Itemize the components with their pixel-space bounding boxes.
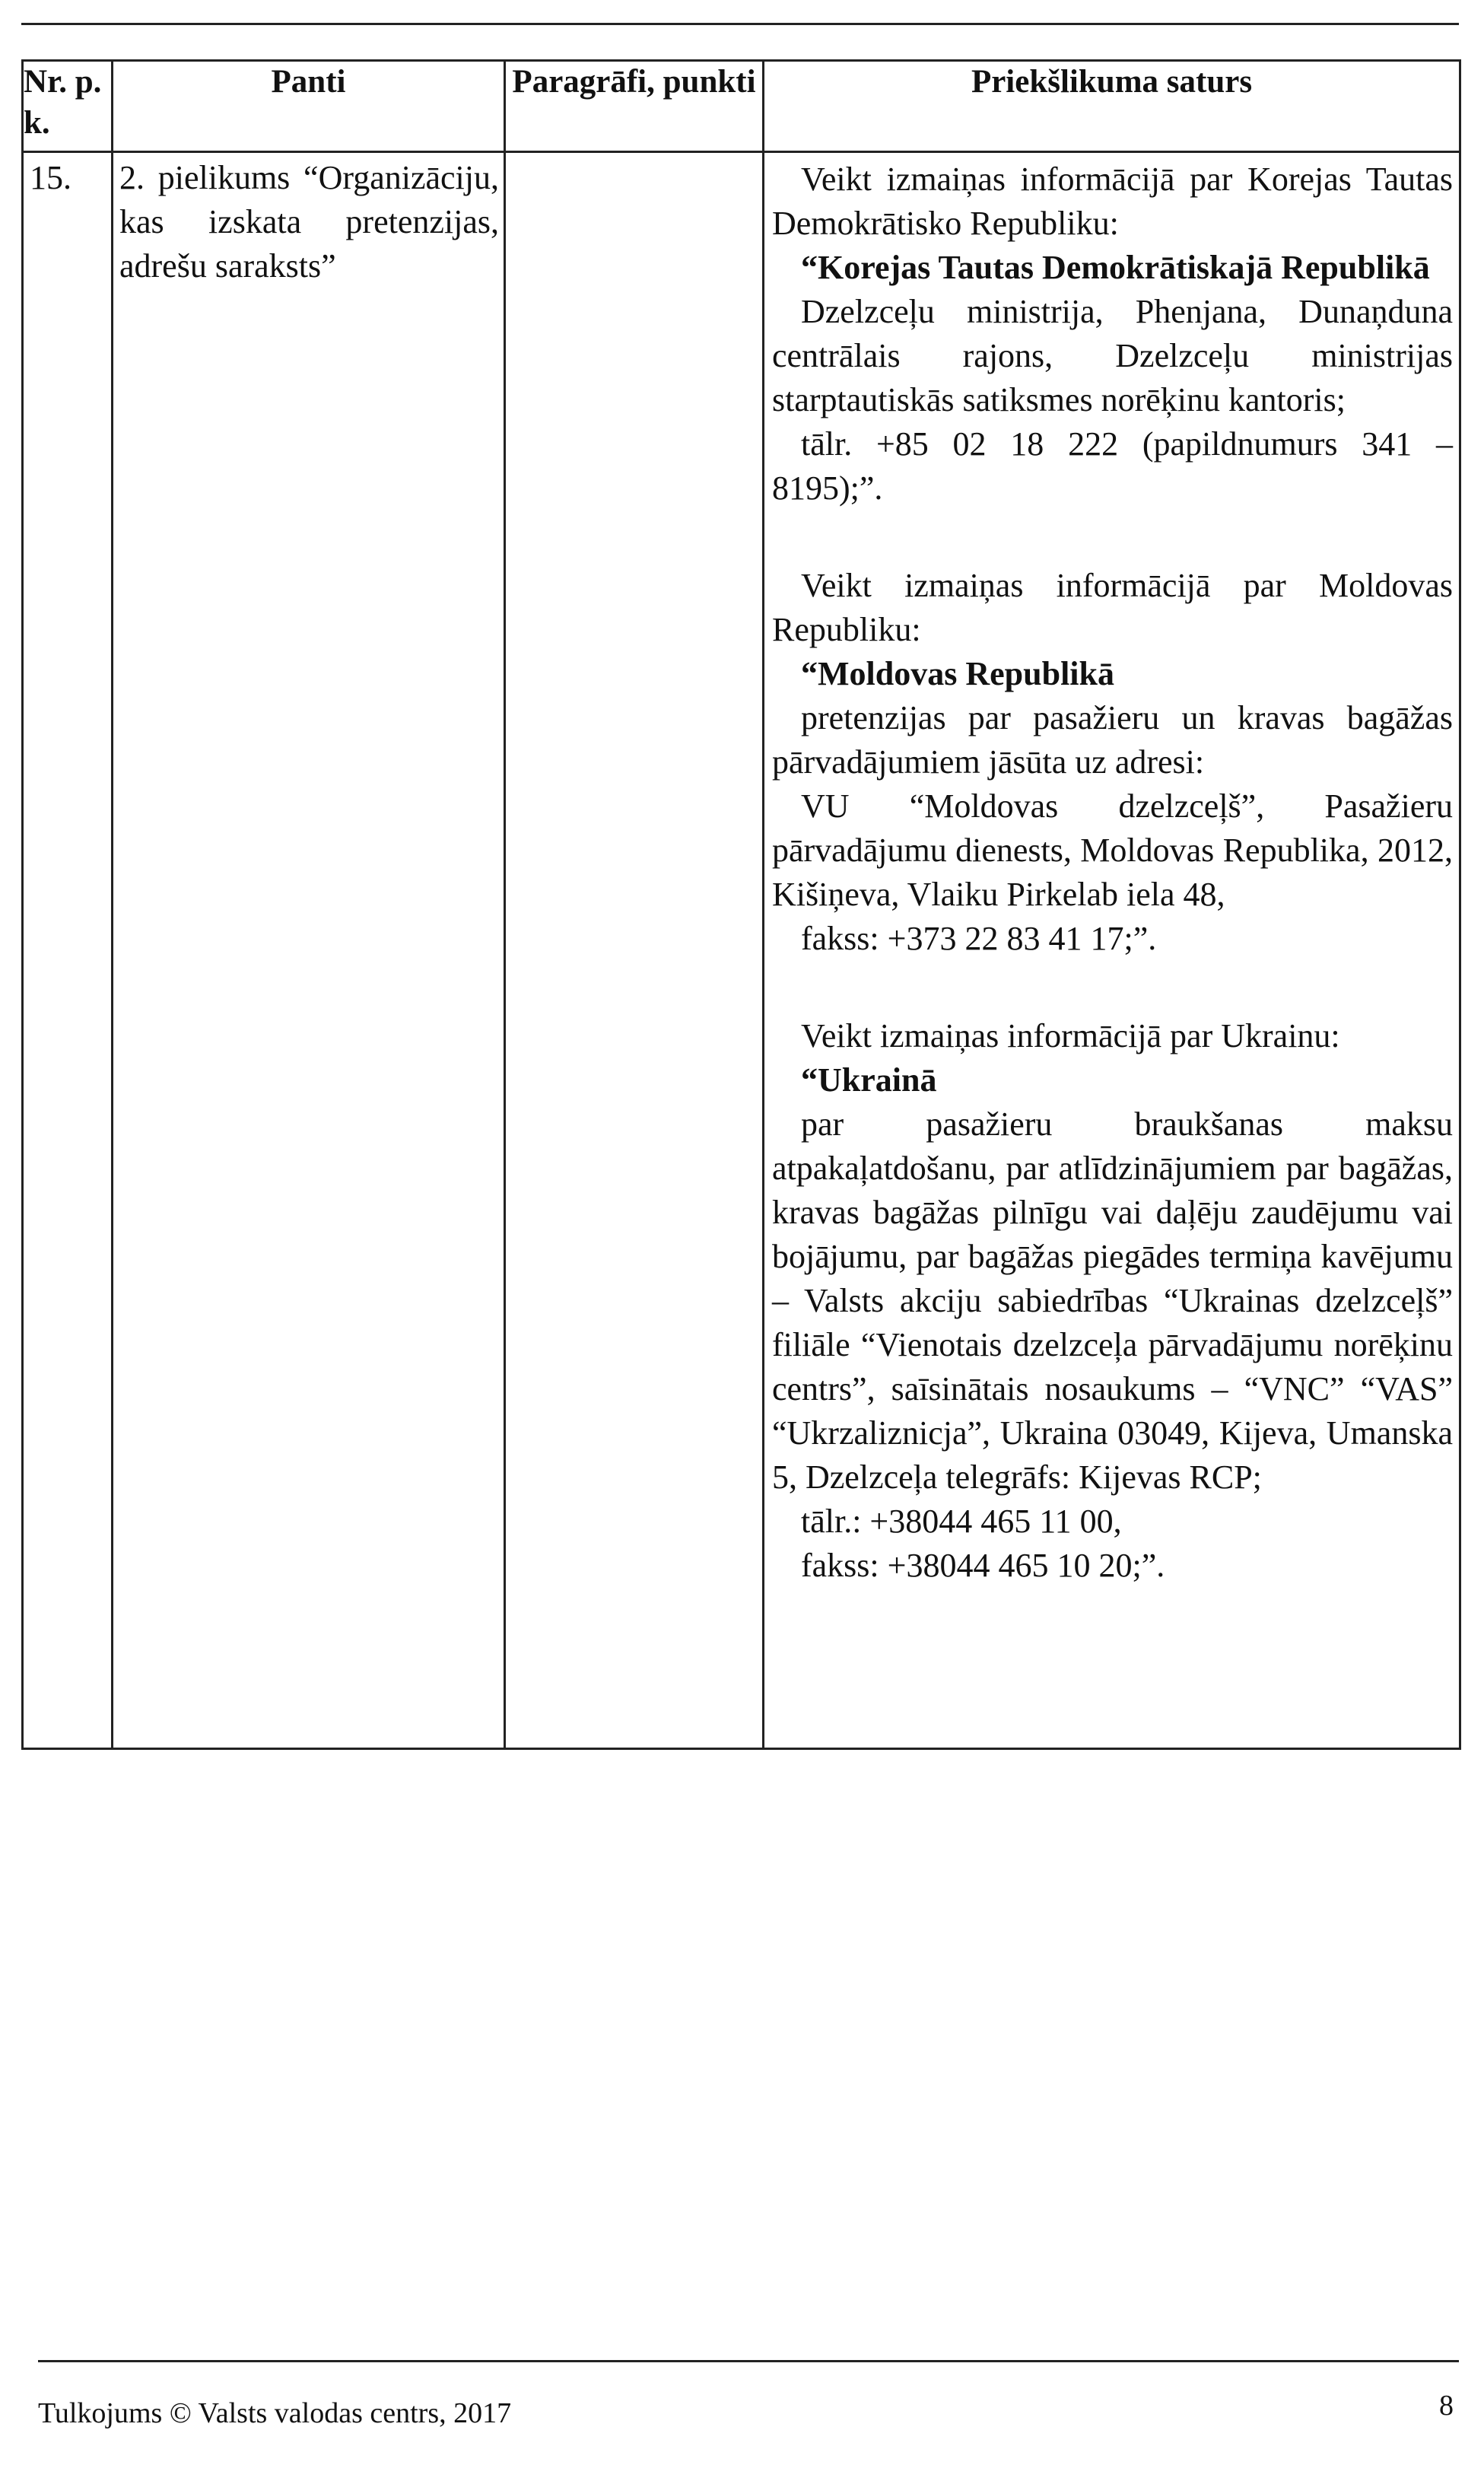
block-line: fakss: +373 22 83 41 17;”. [801, 920, 1157, 957]
block-lead: Veikt izmaiņas informācijā par Korejas Tautas Demokrātisko Republiku: [772, 161, 1453, 242]
row-nr: 15. [23, 152, 113, 1749]
table-row [23, 152, 1460, 1749]
block-line: tālr. +85 02 18 222 (papildnumurs 341 – 8195);”. [772, 425, 1453, 507]
block-line: pretenzijas par pasažieru un kravas bagāžas pārvadājumiem jāsūta uz adresi: [772, 699, 1453, 781]
row-panti: 2. pielikums “Organizāciju, kas izskata pretenzijas, adrešu saraksts” [113, 152, 505, 1749]
row-proposal [764, 152, 1460, 1749]
header-nr: Nr. p. k. [23, 61, 113, 152]
block-lead: Veikt izmaiņas informācijā par Ukrainu: [801, 1017, 1340, 1054]
proposal-block-ukraine [772, 1014, 1453, 1588]
proposal-block-moldova [772, 564, 1453, 961]
top-rule [21, 23, 1459, 25]
block-heading: “Korejas Tautas Demokrātiskajā Republikā [801, 249, 1430, 286]
block-line: fakss: +38044 465 10 20;”. [801, 1547, 1165, 1584]
block-lead: Veikt izmaiņas informācijā par Moldovas Republiku: [772, 567, 1453, 648]
block-heading: “Moldovas Republikā [801, 655, 1114, 692]
block-line: par pasažieru braukšanas maksu atpakaļatdošanu, par atlīdzinājumiem par bagāžas, kravas bagāžas pilnīgu vai daļēju zaudējumu vai bojājumu, par bagāžas piegādes termiņa kavējumu – Valsts akciju sabiedrības “Ukrainas dzelzceļš” filiāle “Vienotais dzelzceļa pārvadājumu norēķinu centrs”, saīsinātais nosaukums – “VNC” “VAS” “Ukrzaliznicja”, Ukraina 03049, Kijeva, Umanska 5, Dzelzceļa telegrāfs: Kijevas RCP; [772, 1105, 1453, 1496]
header-row [23, 61, 1460, 152]
block-heading: “Ukrainā [801, 1061, 937, 1099]
row-paragrafi [505, 152, 764, 1749]
header-saturs: Priekšlikuma saturs [764, 61, 1460, 152]
page-number: 8 [1439, 2390, 1454, 2422]
block-line: tālr.: +38044 465 11 00, [801, 1503, 1122, 1540]
block-line: VU “Moldovas dzelzceļš”, Pasažieru pārvadājumu dienests, Moldovas Republika, 2012, Kišiņeva, Vlaiku Pirkelab iela 48, [772, 787, 1453, 913]
proposal-block-korea [772, 157, 1453, 510]
block-line: Dzelzceļu ministrija, Phenjana, Dunaņduna centrālais rajons, Dzelzceļu ministrijas starptautiskās satiksmes norēķinu kantoris; [772, 293, 1453, 418]
header-paragrafi: Paragrāfi, punkti [505, 61, 764, 152]
header-panti: Panti [113, 61, 505, 152]
bottom-rule [38, 2360, 1459, 2362]
footer-credit: Tulkojums © Valsts valodas centrs, 2017 [38, 2397, 512, 2429]
proposal-table [21, 59, 1461, 1750]
